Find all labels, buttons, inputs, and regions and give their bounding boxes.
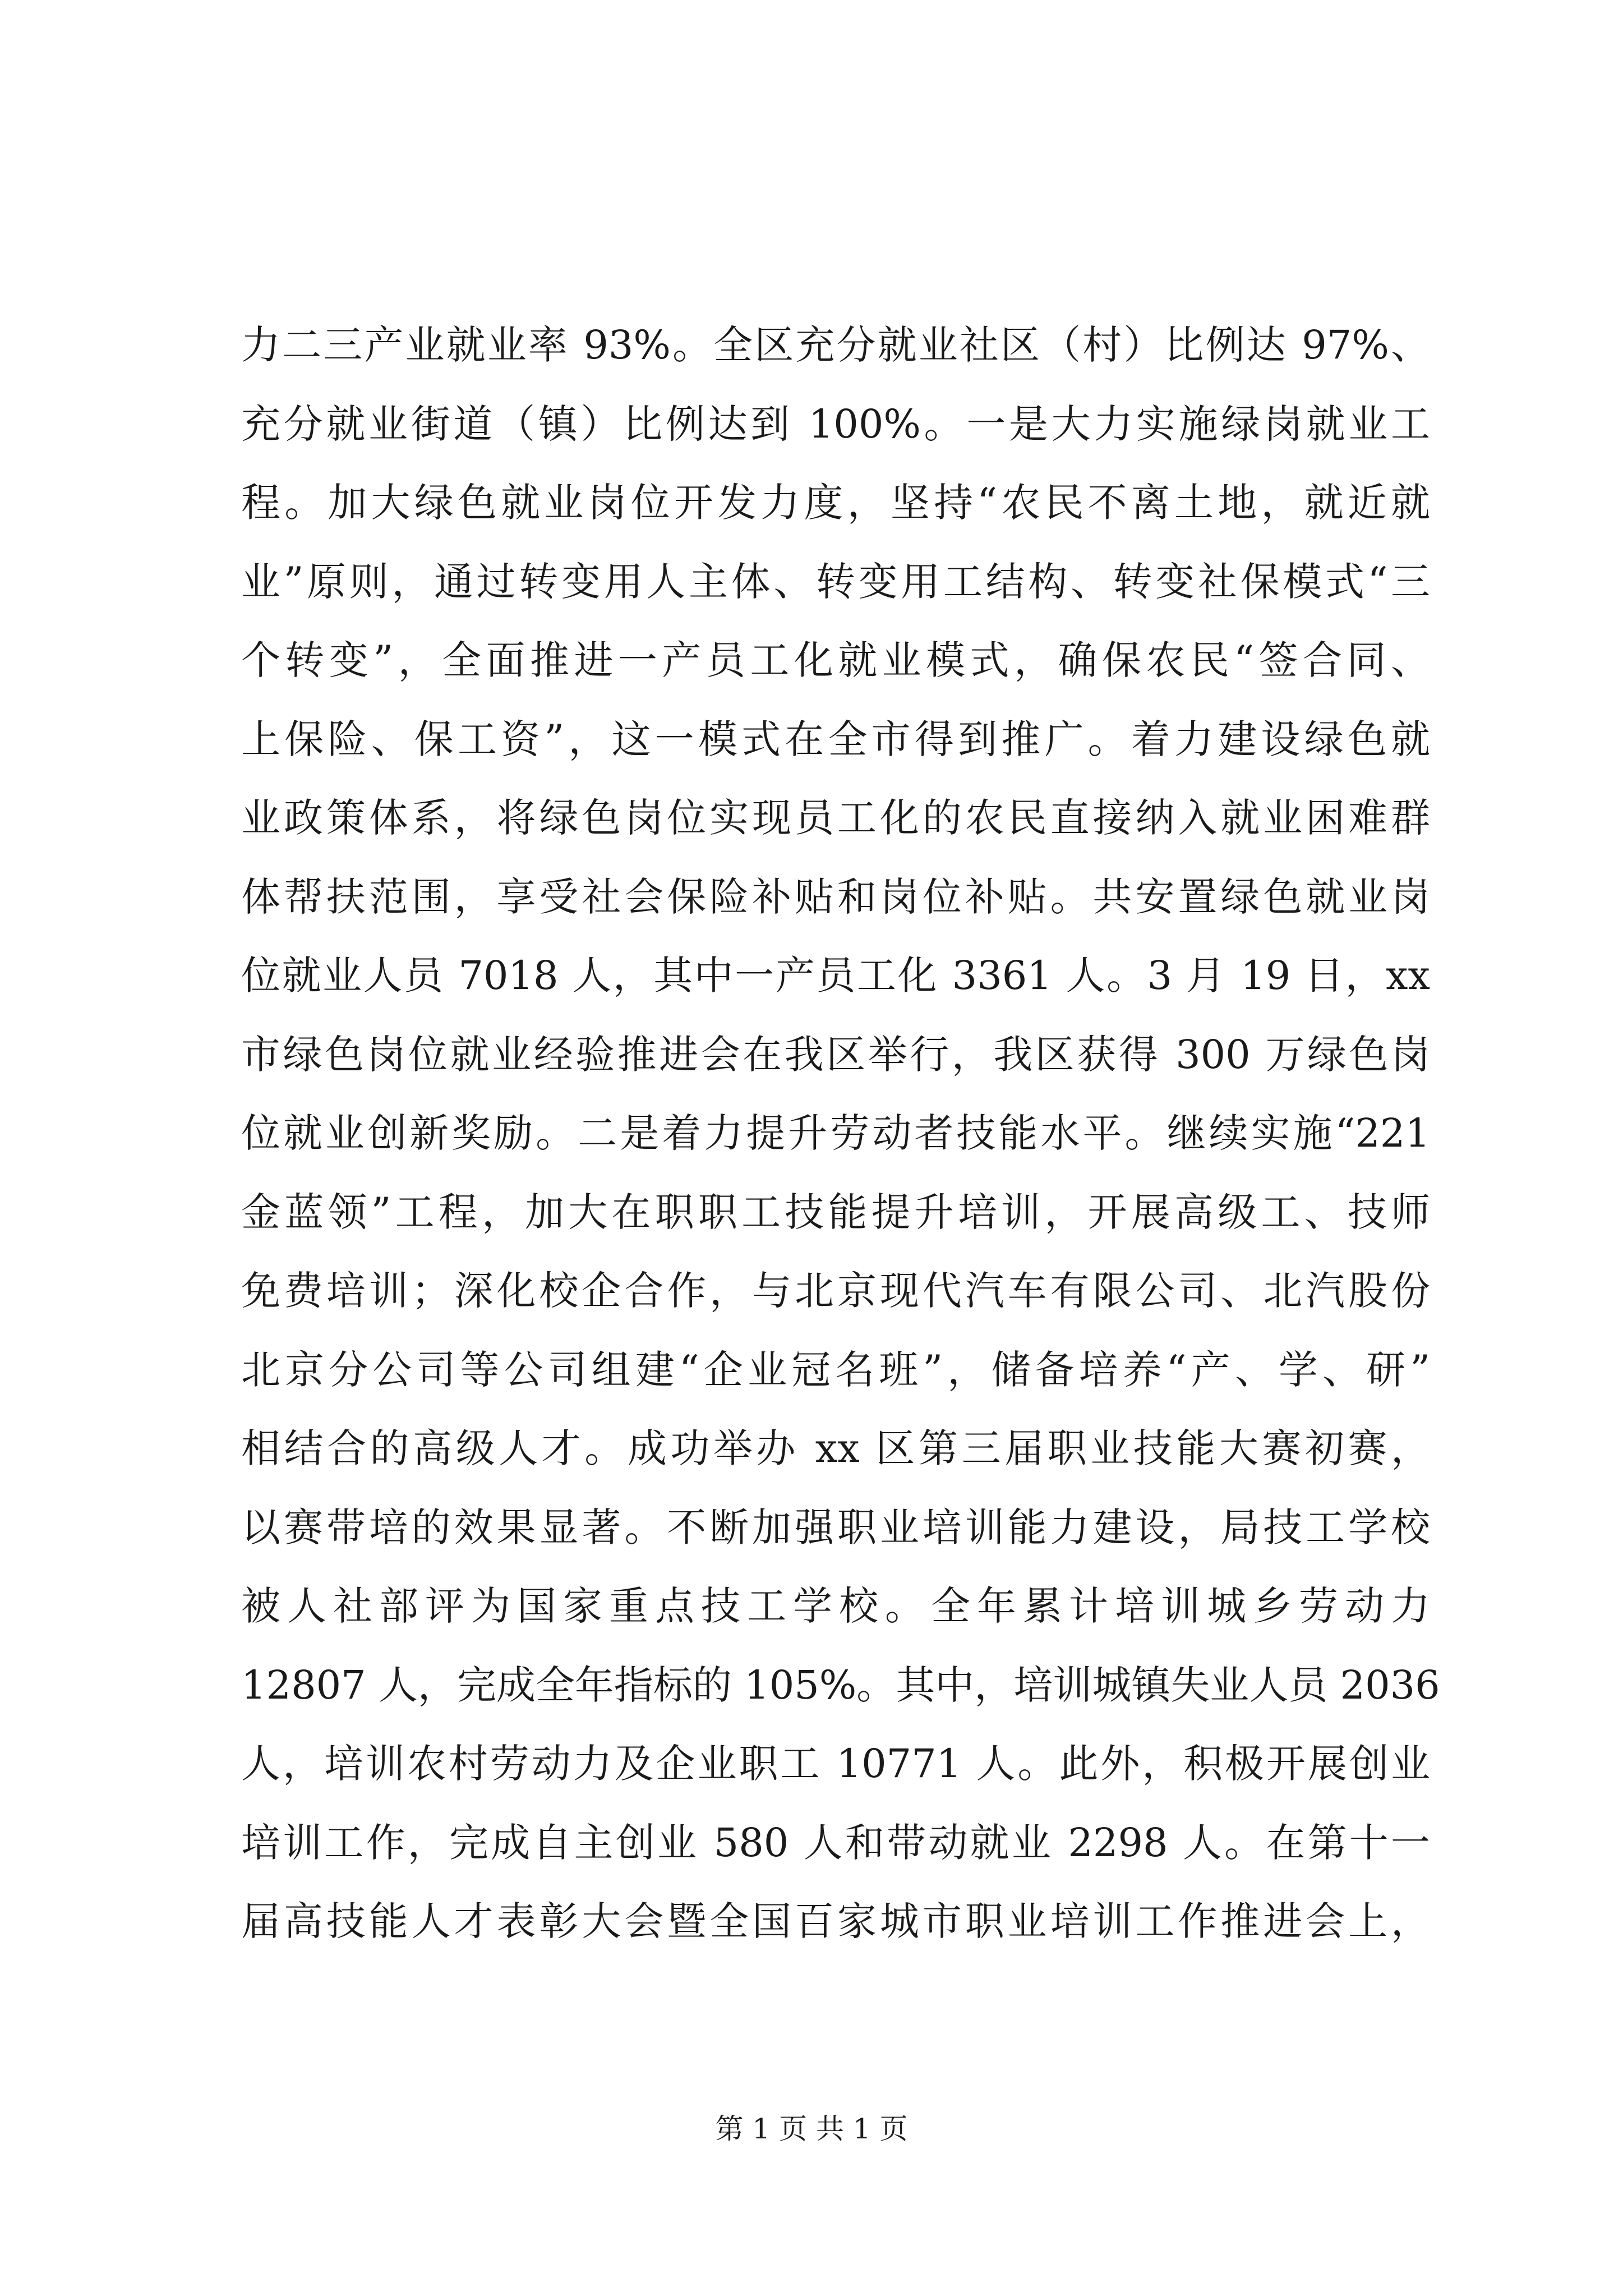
text-line: 届高技能人才表彰大会暨全国百家城市职业培训工作推进会上， <box>241 1898 1430 1944</box>
body-text <box>241 306 1440 1961</box>
text-line: 体帮扶范围，享受社会保险补贴和岗位补贴。共安置绿色就业岗 <box>241 873 1430 920</box>
text-line: 12807 人，完成全年指标的 105%。其中，培训城镇失业人员 2036 <box>241 1662 1440 1708</box>
text-line: 免费培训；深化校企合作，与北京现代汽车有限公司、北汽股份 <box>241 1268 1430 1314</box>
text-line: 个转变”，全面推进一产员工化就业模式，确保农民“签合同、 <box>241 637 1430 683</box>
text-line: 业政策体系，将绿色岗位实现员工化的农民直接纳入就业困难群 <box>241 795 1430 841</box>
text-line: 北京分公司等公司组建“企业冠名班”，储备培养“产、学、研” <box>241 1346 1430 1393</box>
text-line: 位就业创新奖励。二是着力提升劳动者技能水平。继续实施“221 <box>241 1110 1430 1156</box>
text-line: 以赛带培的效果显著。不断加强职业培训能力建设，局技工学校 <box>241 1504 1430 1550</box>
text-line: 力二三产业就业率 93%。全区充分就业社区（村）比例达 97%、 <box>241 322 1430 368</box>
text-line: 业”原则，通过转变用人主体、转变用工结构、转变社保模式“三 <box>241 558 1430 605</box>
page-footer: 第 1 页 共 1 页 <box>715 2113 908 2145</box>
text-line: 充分就业街道（镇）比例达到 100%。一是大力实施绿岗就业工 <box>241 401 1430 447</box>
text-line: 上保险、保工资”，这一模式在全市得到推广。着力建设绿色就 <box>241 716 1430 762</box>
text-line: 被人社部评为国家重点技工学校。全年累计培训城乡劳动力 <box>241 1583 1430 1629</box>
text-line: 培训工作，完成自主创业 580 人和带动就业 2298 人。在第十一 <box>241 1819 1430 1866</box>
text-line: 人，培训农村劳动力及企业职工 10771 人。此外，积极开展创业 <box>241 1741 1430 1787</box>
text-line: 相结合的高级人才。成功举办 xx 区第三届职业技能大赛初赛， <box>241 1425 1430 1471</box>
text-line: 位就业人员 7018 人，其中一产员工化 3361 人。3 月 19 日，xx <box>241 953 1430 999</box>
text-line: 程。加大绿色就业岗位开发力度，坚持“农民不离土地，就近就 <box>241 480 1430 526</box>
text-line: 金蓝领”工程，加大在职职工技能提升培训，开展高级工、技师 <box>241 1189 1430 1235</box>
text-line: 市绿色岗位就业经验推进会在我区举行，我区获得 300 万绿色岗 <box>241 1031 1430 1078</box>
